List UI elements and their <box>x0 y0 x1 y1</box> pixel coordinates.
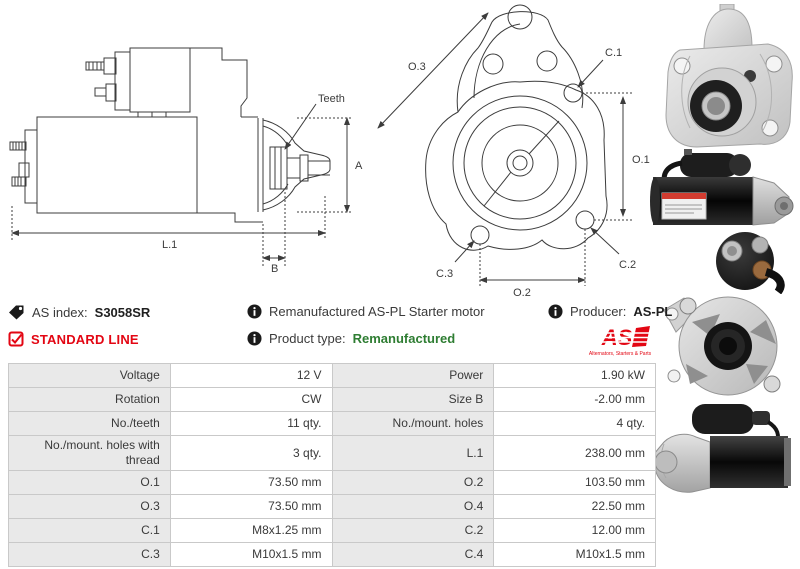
spec-value: -2.00 mm <box>494 388 656 412</box>
specifications-table <box>8 363 656 567</box>
spec-value: 238.00 mm <box>494 436 656 471</box>
spec-label: O.1 <box>9 471 171 495</box>
spec-label: O.4 <box>332 495 494 519</box>
front-view-technical-drawing <box>370 0 660 300</box>
info-icon <box>247 331 262 346</box>
spec-label: C.1 <box>9 519 171 543</box>
spec-value: 3 qty. <box>170 436 332 471</box>
teeth-label: Teeth <box>318 93 345 105</box>
mount-hole-c2 <box>576 211 594 229</box>
motor-body <box>37 117 197 213</box>
spec-value: M10x1.5 mm <box>494 543 656 567</box>
tag-icon <box>8 304 25 320</box>
dimension-c3-leader <box>455 241 474 262</box>
product-photo-solenoid-rear-view <box>650 230 800 294</box>
dimension-c3-label: C.3 <box>436 268 454 280</box>
table-row <box>9 471 656 495</box>
mount-hole-c1 <box>564 84 582 102</box>
dimension-l1-label: L.1 <box>162 239 178 251</box>
table-row <box>9 436 656 471</box>
product-photo-side-view <box>650 149 800 233</box>
dimension-o3-label: O.3 <box>408 61 426 73</box>
teeth-leader-line <box>285 104 316 149</box>
product-photo-rear-bracket-view <box>650 292 800 398</box>
as-index-label: AS index: <box>32 304 88 320</box>
spec-value: 4 qty. <box>494 412 656 436</box>
drive-end-housing <box>263 120 330 210</box>
spec-label: O.2 <box>332 471 494 495</box>
spec-label: Rotation <box>9 388 171 412</box>
spec-label: No./mount. holes with thread <box>9 436 171 471</box>
as-index-row <box>8 304 150 320</box>
spec-label: L.1 <box>332 436 494 471</box>
solenoid <box>86 48 190 117</box>
spec-value: 11 qty. <box>170 412 332 436</box>
spec-label: Voltage <box>9 364 171 388</box>
spec-value: 12 V <box>170 364 332 388</box>
producer-row <box>548 304 672 319</box>
housing-circles <box>453 96 587 230</box>
product-photo-front-view <box>650 4 800 149</box>
table-row <box>9 495 656 519</box>
spec-label: No./mount. holes <box>332 412 494 436</box>
product-photo-side-view-2 <box>650 402 800 494</box>
spec-label: C.4 <box>332 543 494 567</box>
standard-line-label: STANDARD LINE <box>31 331 139 347</box>
table-row <box>9 364 656 388</box>
dimension-a-label: A <box>355 160 363 172</box>
side-view-technical-drawing <box>0 0 370 300</box>
spec-value: CW <box>170 388 332 412</box>
table-row <box>9 388 656 412</box>
spec-value: 1.90 kW <box>494 364 656 388</box>
table-row <box>9 412 656 436</box>
terminal-studs-left <box>10 142 29 186</box>
spec-value: 103.50 mm <box>494 471 656 495</box>
spec-label: No./teeth <box>9 412 171 436</box>
info-icon <box>548 304 563 319</box>
info-icon <box>247 304 262 319</box>
spec-value: 12.00 mm <box>494 519 656 543</box>
product-type-row <box>247 331 455 346</box>
as-index-value: S3058SR <box>94 304 151 320</box>
spec-value: 73.50 mm <box>170 495 332 519</box>
housing-outline <box>190 48 247 117</box>
product-type-value: Remanufactured <box>352 331 456 346</box>
dimension-o1-label: O.1 <box>632 154 650 166</box>
dimension-c2-leader <box>591 228 619 254</box>
dimension-o2-label: O.2 <box>513 287 531 299</box>
checkbox-check-icon <box>8 331 24 347</box>
spec-label: C.2 <box>332 519 494 543</box>
product-type-label: Product type: <box>269 331 346 346</box>
dimension-c2-label: C.2 <box>619 259 637 271</box>
spec-label: Power <box>332 364 494 388</box>
table-row <box>9 543 656 567</box>
end-cap <box>25 130 37 203</box>
spec-value: 73.50 mm <box>170 471 332 495</box>
spec-label: Size B <box>332 388 494 412</box>
logo-subtext: Alternators, Starters & Parts <box>588 351 652 357</box>
description-row <box>247 304 485 319</box>
producer-value: AS-PL <box>633 304 673 319</box>
product-description: Remanufactured AS-PL Starter motor <box>269 304 485 319</box>
standard-line-row <box>8 331 139 347</box>
dimension-b-label: B <box>271 263 279 275</box>
dimension-c1-label: C.1 <box>605 47 623 59</box>
dimension-c1-leader <box>578 60 603 87</box>
spec-label: C.3 <box>9 543 171 567</box>
dimension-o3-line <box>378 13 488 128</box>
spec-label: O.3 <box>9 495 171 519</box>
spec-value: M8x1.25 mm <box>170 519 332 543</box>
spec-value: 22.50 mm <box>494 495 656 519</box>
as-pl-logo <box>580 325 660 359</box>
spec-value: M10x1.5 mm <box>170 543 332 567</box>
producer-label: Producer: <box>570 304 627 319</box>
table-row <box>9 519 656 543</box>
